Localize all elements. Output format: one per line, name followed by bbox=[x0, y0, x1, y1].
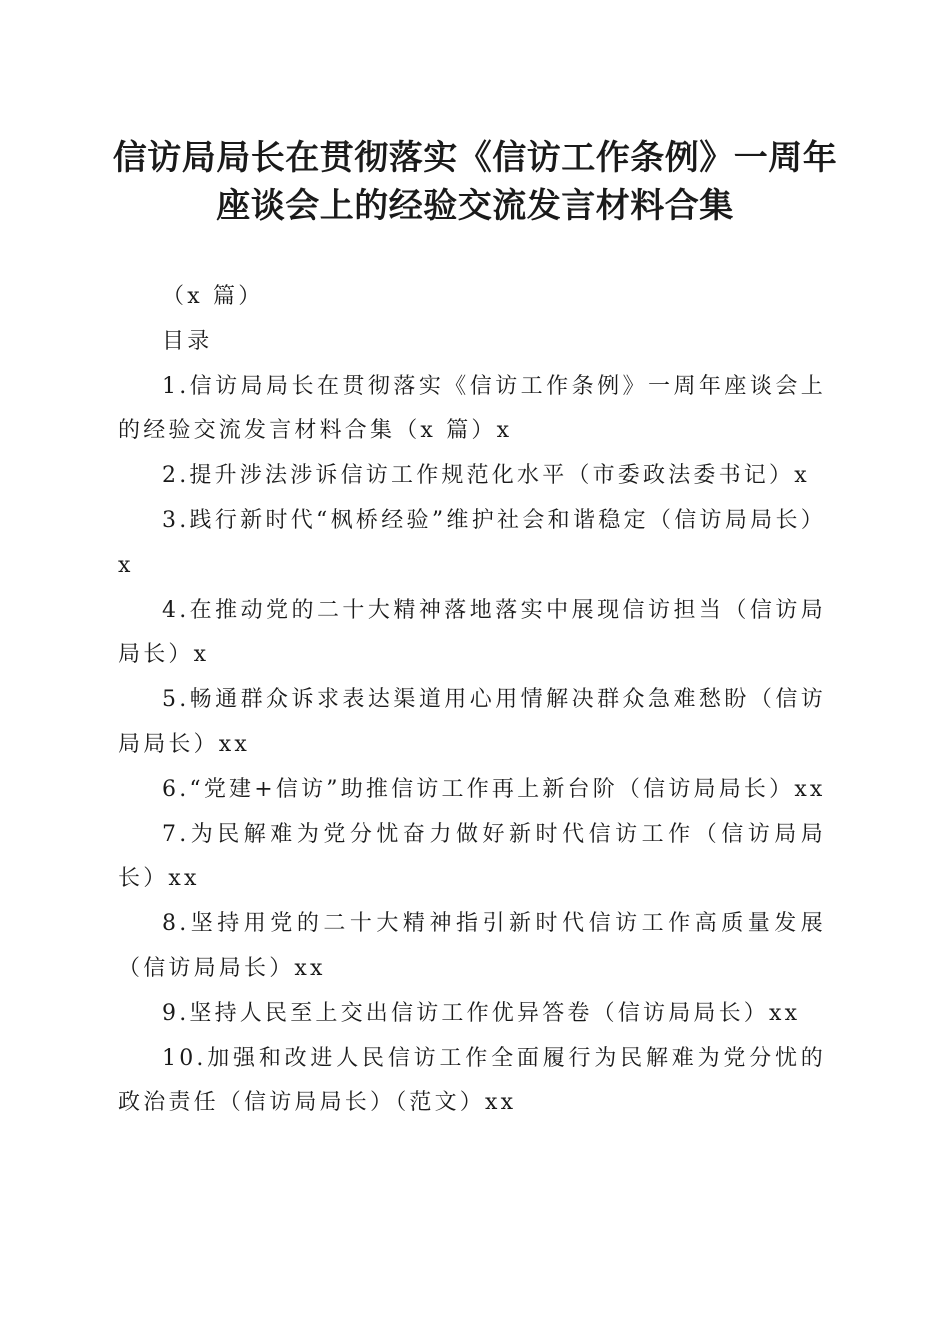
toc-heading: 目录 bbox=[162, 328, 213, 354]
toc-item-2[interactable]: 2.提升涉法涉诉信访工作规范化水平（市委政法委书记）x bbox=[162, 463, 810, 489]
toc-item-8[interactable]: 8.坚持用党的二十大精神指引新时代信访工作高质量发展（信访局局长）xx bbox=[118, 911, 826, 981]
document-body bbox=[118, 275, 826, 1126]
toc-item-4[interactable]: 4.在推动党的二十大精神落地落实中展现信访担当（信访局局长）x bbox=[118, 597, 826, 668]
document-title: 信访局局长在贯彻落实《信访工作条例》一周年座谈会上的经验交流发言材料合集 bbox=[112, 138, 838, 226]
toc-item-5[interactable]: 5.畅通群众诉求表达渠道用心用情解决群众急难愁盼（信访局局长）xx bbox=[118, 687, 826, 757]
count-note: （x 篇） bbox=[162, 284, 264, 309]
toc-item-10[interactable]: 10.加强和改进人民信访工作全面履行为民解难为党分忧的政治责任（信访局局长）（范文）xx bbox=[118, 1045, 826, 1116]
toc-item-1[interactable]: 1.信访局局长在贯彻落实《信访工作条例》一周年座谈会上的经验交流发言材料合集（x 篇）x bbox=[118, 373, 826, 444]
toc-item-9[interactable]: 9.坚持人民至上交出信访工作优异答卷（信访局局长）xx bbox=[162, 1000, 801, 1026]
toc-item-3[interactable]: 3.践行新时代“枫桥经验”维护社会和谐稳定（信访局局长）x bbox=[118, 507, 826, 578]
toc-item-6[interactable]: 6.“党建+信访”助推信访工作再上新台阶（信访局局长）xx bbox=[162, 776, 826, 802]
toc-item-7[interactable]: 7.为民解难为党分忧奋力做好新时代信访工作（信访局局长）xx bbox=[118, 821, 826, 892]
